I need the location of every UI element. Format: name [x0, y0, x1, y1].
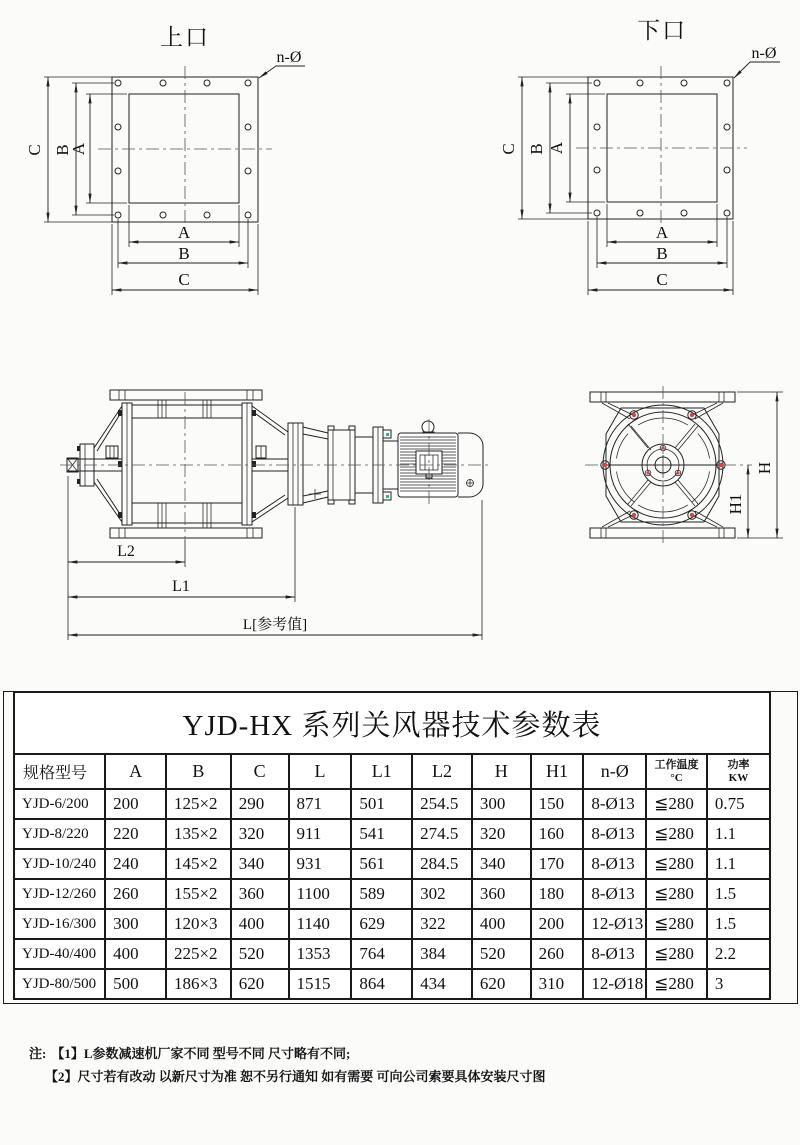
dim-label: B	[178, 244, 190, 263]
cell-c: 400	[231, 909, 289, 939]
cell-a: 260	[105, 879, 166, 909]
cell-a: 500	[105, 969, 166, 999]
power-line1: 功率	[727, 758, 750, 771]
cell-b: 135×2	[166, 819, 231, 849]
dim-label: C	[656, 270, 668, 289]
cell-l: 1515	[289, 969, 352, 999]
working-temp-line1: 工作温度	[654, 758, 699, 771]
cell-h: 340	[472, 849, 531, 879]
cell-model: YJD-40/400	[14, 939, 105, 969]
cell-a: 220	[105, 819, 166, 849]
column-header-l1: L1	[351, 754, 412, 789]
cell-n-holes: 8-Ø13	[583, 879, 646, 909]
cell-a: 200	[105, 789, 166, 819]
cell-l: 871	[289, 789, 352, 819]
table-row	[14, 939, 770, 969]
cell-power: 2.2	[707, 939, 770, 969]
note-2-text: 【2】尺寸若有改动 以新尺寸为准 恕不另行通知 如有需要 可向公司索要具体安装尺寸图	[45, 1069, 546, 1084]
column-header-c: C	[231, 754, 289, 789]
dim-label: A	[547, 141, 566, 155]
dim-label-l2: L2	[117, 543, 135, 560]
cell-l1: 629	[351, 909, 412, 939]
cell-h: 360	[472, 879, 531, 909]
cell-l1: 764	[351, 939, 412, 969]
dim-label: A	[655, 223, 669, 242]
table-header-row	[14, 754, 770, 789]
cell-working-temp: ≦280	[646, 909, 707, 939]
power-line2: KW	[728, 771, 749, 784]
lower-port-title: 下口	[637, 18, 687, 43]
cell-l: 1140	[289, 909, 352, 939]
column-header-h1: H1	[531, 754, 584, 789]
cell-l1: 864	[351, 969, 412, 999]
cell-l1: 541	[351, 819, 412, 849]
dim-label: C	[25, 144, 44, 156]
table-row	[14, 969, 770, 999]
dim-label-h: H	[755, 461, 774, 475]
note-prefix: 注:	[29, 1046, 47, 1061]
cell-n-holes: 12-Ø13	[583, 909, 646, 939]
cell-l1: 589	[351, 879, 412, 909]
cell-l2: 302	[412, 879, 472, 909]
cell-l2: 284.5	[412, 849, 472, 879]
note-1-text: 【1】L参数减速机厂家不同 型号不同 尺寸略有不同;	[51, 1046, 351, 1061]
column-header-l2: L2	[412, 754, 472, 789]
cell-h1: 200	[531, 909, 584, 939]
table-title-row	[14, 692, 770, 754]
cell-n-holes: 8-Ø13	[583, 849, 646, 879]
cell-l2: 322	[412, 909, 472, 939]
table-row	[14, 879, 770, 909]
cell-b: 186×3	[166, 969, 231, 999]
cell-power: 1.1	[707, 819, 770, 849]
cell-model: YJD-12/260	[14, 879, 105, 909]
cell-power: 1.5	[707, 909, 770, 939]
dim-label: A	[177, 223, 191, 242]
column-header-h: H	[472, 754, 531, 789]
cell-power: 0.75	[707, 789, 770, 819]
cell-n-holes: 8-Ø13	[583, 939, 646, 969]
column-header-working-temp	[646, 754, 707, 789]
cell-b: 120×3	[166, 909, 231, 939]
cell-power: 3	[707, 969, 770, 999]
cell-working-temp: ≦280	[646, 879, 707, 909]
bolt-holes	[594, 80, 730, 216]
cell-model: YJD-10/240	[14, 849, 105, 879]
cell-model: YJD-16/300	[14, 909, 105, 939]
dim-label-h1: H1	[726, 493, 745, 515]
cell-h1: 170	[531, 849, 584, 879]
cell-l: 1353	[289, 939, 352, 969]
dim-label: B	[53, 144, 72, 156]
cell-l2: 254.5	[412, 789, 472, 819]
cell-h1: 180	[531, 879, 584, 909]
cell-l2: 434	[412, 969, 472, 999]
cell-working-temp: ≦280	[646, 969, 707, 999]
cell-a: 300	[105, 909, 166, 939]
cell-l: 1100	[289, 879, 352, 909]
column-header-a: A	[105, 754, 166, 789]
cell-l1: 561	[351, 849, 412, 879]
column-header-n-holes: n-Ø	[583, 754, 646, 789]
cell-c: 620	[231, 969, 289, 999]
cell-n-holes: 12-Ø18	[583, 969, 646, 999]
cell-working-temp: ≦280	[646, 939, 707, 969]
cell-l: 911	[289, 819, 352, 849]
cell-model: YJD-80/500	[14, 969, 105, 999]
cell-c: 360	[231, 879, 289, 909]
cell-model: YJD-8/220	[14, 819, 105, 849]
table-body	[14, 789, 770, 999]
cell-h1: 260	[531, 939, 584, 969]
cell-h: 300	[472, 789, 531, 819]
cell-h: 320	[472, 819, 531, 849]
cell-h1: 150	[531, 789, 584, 819]
cell-h: 520	[472, 939, 531, 969]
column-header-model: 规格型号	[14, 754, 105, 789]
cell-c: 320	[231, 819, 289, 849]
cell-l2: 384	[412, 939, 472, 969]
cell-b: 125×2	[166, 789, 231, 819]
cell-h1: 310	[531, 969, 584, 999]
table-row	[14, 819, 770, 849]
cell-b: 155×2	[166, 879, 231, 909]
cell-h: 620	[472, 969, 531, 999]
flange-top-view-upper-port	[25, 25, 305, 295]
column-header-l: L	[289, 754, 352, 789]
dim-label: C	[499, 143, 518, 155]
dim-label-l-reference: L[参考值]	[242, 617, 308, 633]
cell-power: 1.1	[707, 849, 770, 879]
airlock-end-view	[585, 386, 783, 544]
table-row	[14, 789, 770, 819]
cell-c: 520	[231, 939, 289, 969]
column-header-power	[707, 754, 770, 789]
note-line-1	[29, 1042, 546, 1065]
cell-working-temp: ≦280	[646, 849, 707, 879]
cell-n-holes: 8-Ø13	[583, 789, 646, 819]
holes-callout-label: n-Ø	[276, 49, 302, 66]
upper-port-title: 上口	[160, 25, 210, 50]
dim-label: A	[69, 142, 88, 156]
cell-b: 145×2	[166, 849, 231, 879]
working-temp-line2: °C	[670, 771, 683, 784]
cell-power: 1.5	[707, 879, 770, 909]
cell-h: 400	[472, 909, 531, 939]
spec-table	[13, 691, 771, 1000]
cell-a: 400	[105, 939, 166, 969]
airlock-side-view	[60, 390, 490, 640]
cell-l2: 274.5	[412, 819, 472, 849]
cell-l1: 501	[351, 789, 412, 819]
cell-b: 225×2	[166, 939, 231, 969]
cell-c: 340	[231, 849, 289, 879]
cell-working-temp: ≦280	[646, 789, 707, 819]
motor	[398, 419, 483, 504]
notes-block	[29, 1042, 546, 1088]
note-line-2	[45, 1065, 546, 1088]
table-row	[14, 849, 770, 879]
cell-c: 290	[231, 789, 289, 819]
table-title: YJD-HX 系列关风器技术参数表	[14, 692, 770, 754]
cell-a: 240	[105, 849, 166, 879]
cell-model: YJD-6/200	[14, 789, 105, 819]
table-row	[14, 909, 770, 939]
cell-n-holes: 8-Ø13	[583, 819, 646, 849]
dim-label: B	[527, 143, 546, 155]
dim-label-l1: L1	[172, 578, 190, 595]
cell-working-temp: ≦280	[646, 819, 707, 849]
dim-label: C	[178, 270, 190, 289]
flange-top-view-lower-port	[499, 18, 780, 295]
cell-l: 931	[289, 849, 352, 879]
holes-callout-label: n-Ø	[751, 45, 777, 62]
column-header-b: B	[166, 754, 231, 789]
cell-h1: 160	[531, 819, 584, 849]
dim-label: B	[656, 244, 668, 263]
